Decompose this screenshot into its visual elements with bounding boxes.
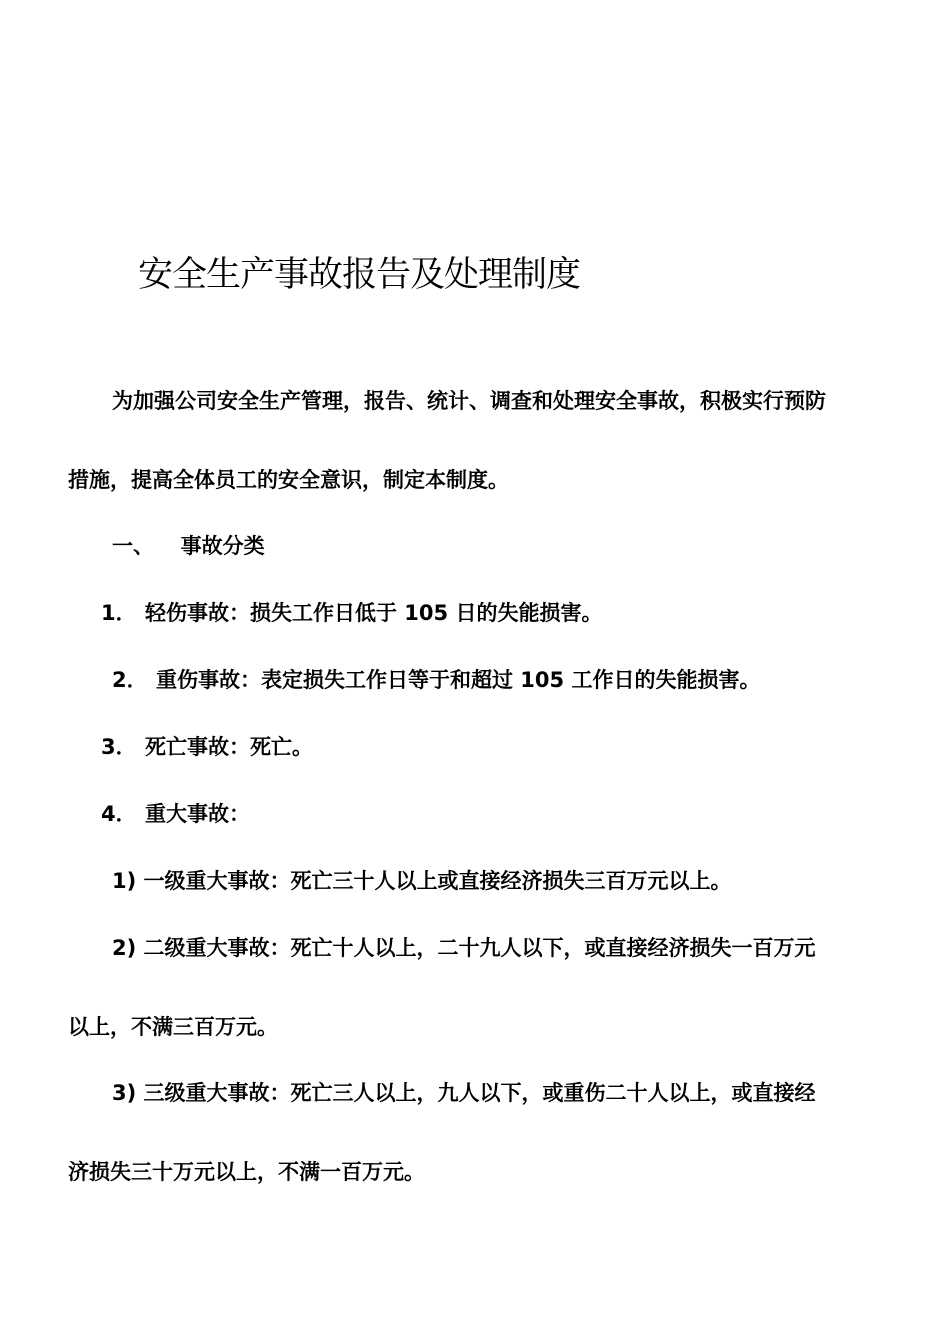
sub-item: 1) 一级重大事故：死亡三十人以上或直接经济损失三百万元以上。 <box>112 869 732 893</box>
list-item-text: 死亡事故：死亡。 <box>145 735 313 759</box>
sub-item-line-1: 2) 二级重大事故：死亡十人以上，二十九人以下，或直接经济损失一百万元 <box>112 936 816 960</box>
intro-line-1: 为加强公司安全生产管理，报告、统计、调查和处理安全事故，积极实行预防 <box>112 389 826 413</box>
list-item-text: 重伤事故：表定损失工作日等于和超过 105 工作日的失能损害。 <box>156 668 761 692</box>
list-item-text: 重大事故： <box>145 802 250 826</box>
list-item <box>101 598 602 628</box>
list-item-number: 2． <box>112 668 148 692</box>
list-item <box>101 799 250 829</box>
sub-item-line-2: 济损失三十万元以上，不满一百万元。 <box>68 1160 425 1184</box>
section-heading-text: 事故分类 <box>180 534 265 558</box>
section-heading <box>112 531 265 561</box>
list-item-number: 4． <box>101 802 137 826</box>
document-title: 安全生产事故报告及处理制度 <box>138 255 581 295</box>
list-item <box>101 732 313 762</box>
list-item-number: 1． <box>101 601 137 625</box>
sub-item-line-1: 3) 三级重大事故：死亡三人以上，九人以下，或重伤二十人以上，或直接经 <box>112 1081 816 1105</box>
list-item-text: 轻伤事故：损失工作日低于 105 日的失能损害。 <box>145 601 603 625</box>
intro-line-2: 措施，提高全体员工的安全意识，制定本制度。 <box>68 468 509 492</box>
list-item <box>112 665 760 695</box>
list-item-number: 3． <box>101 735 137 759</box>
sub-item-line-2: 以上，不满三百万元。 <box>68 1015 278 1039</box>
section-heading-number: 一、 <box>112 534 154 558</box>
